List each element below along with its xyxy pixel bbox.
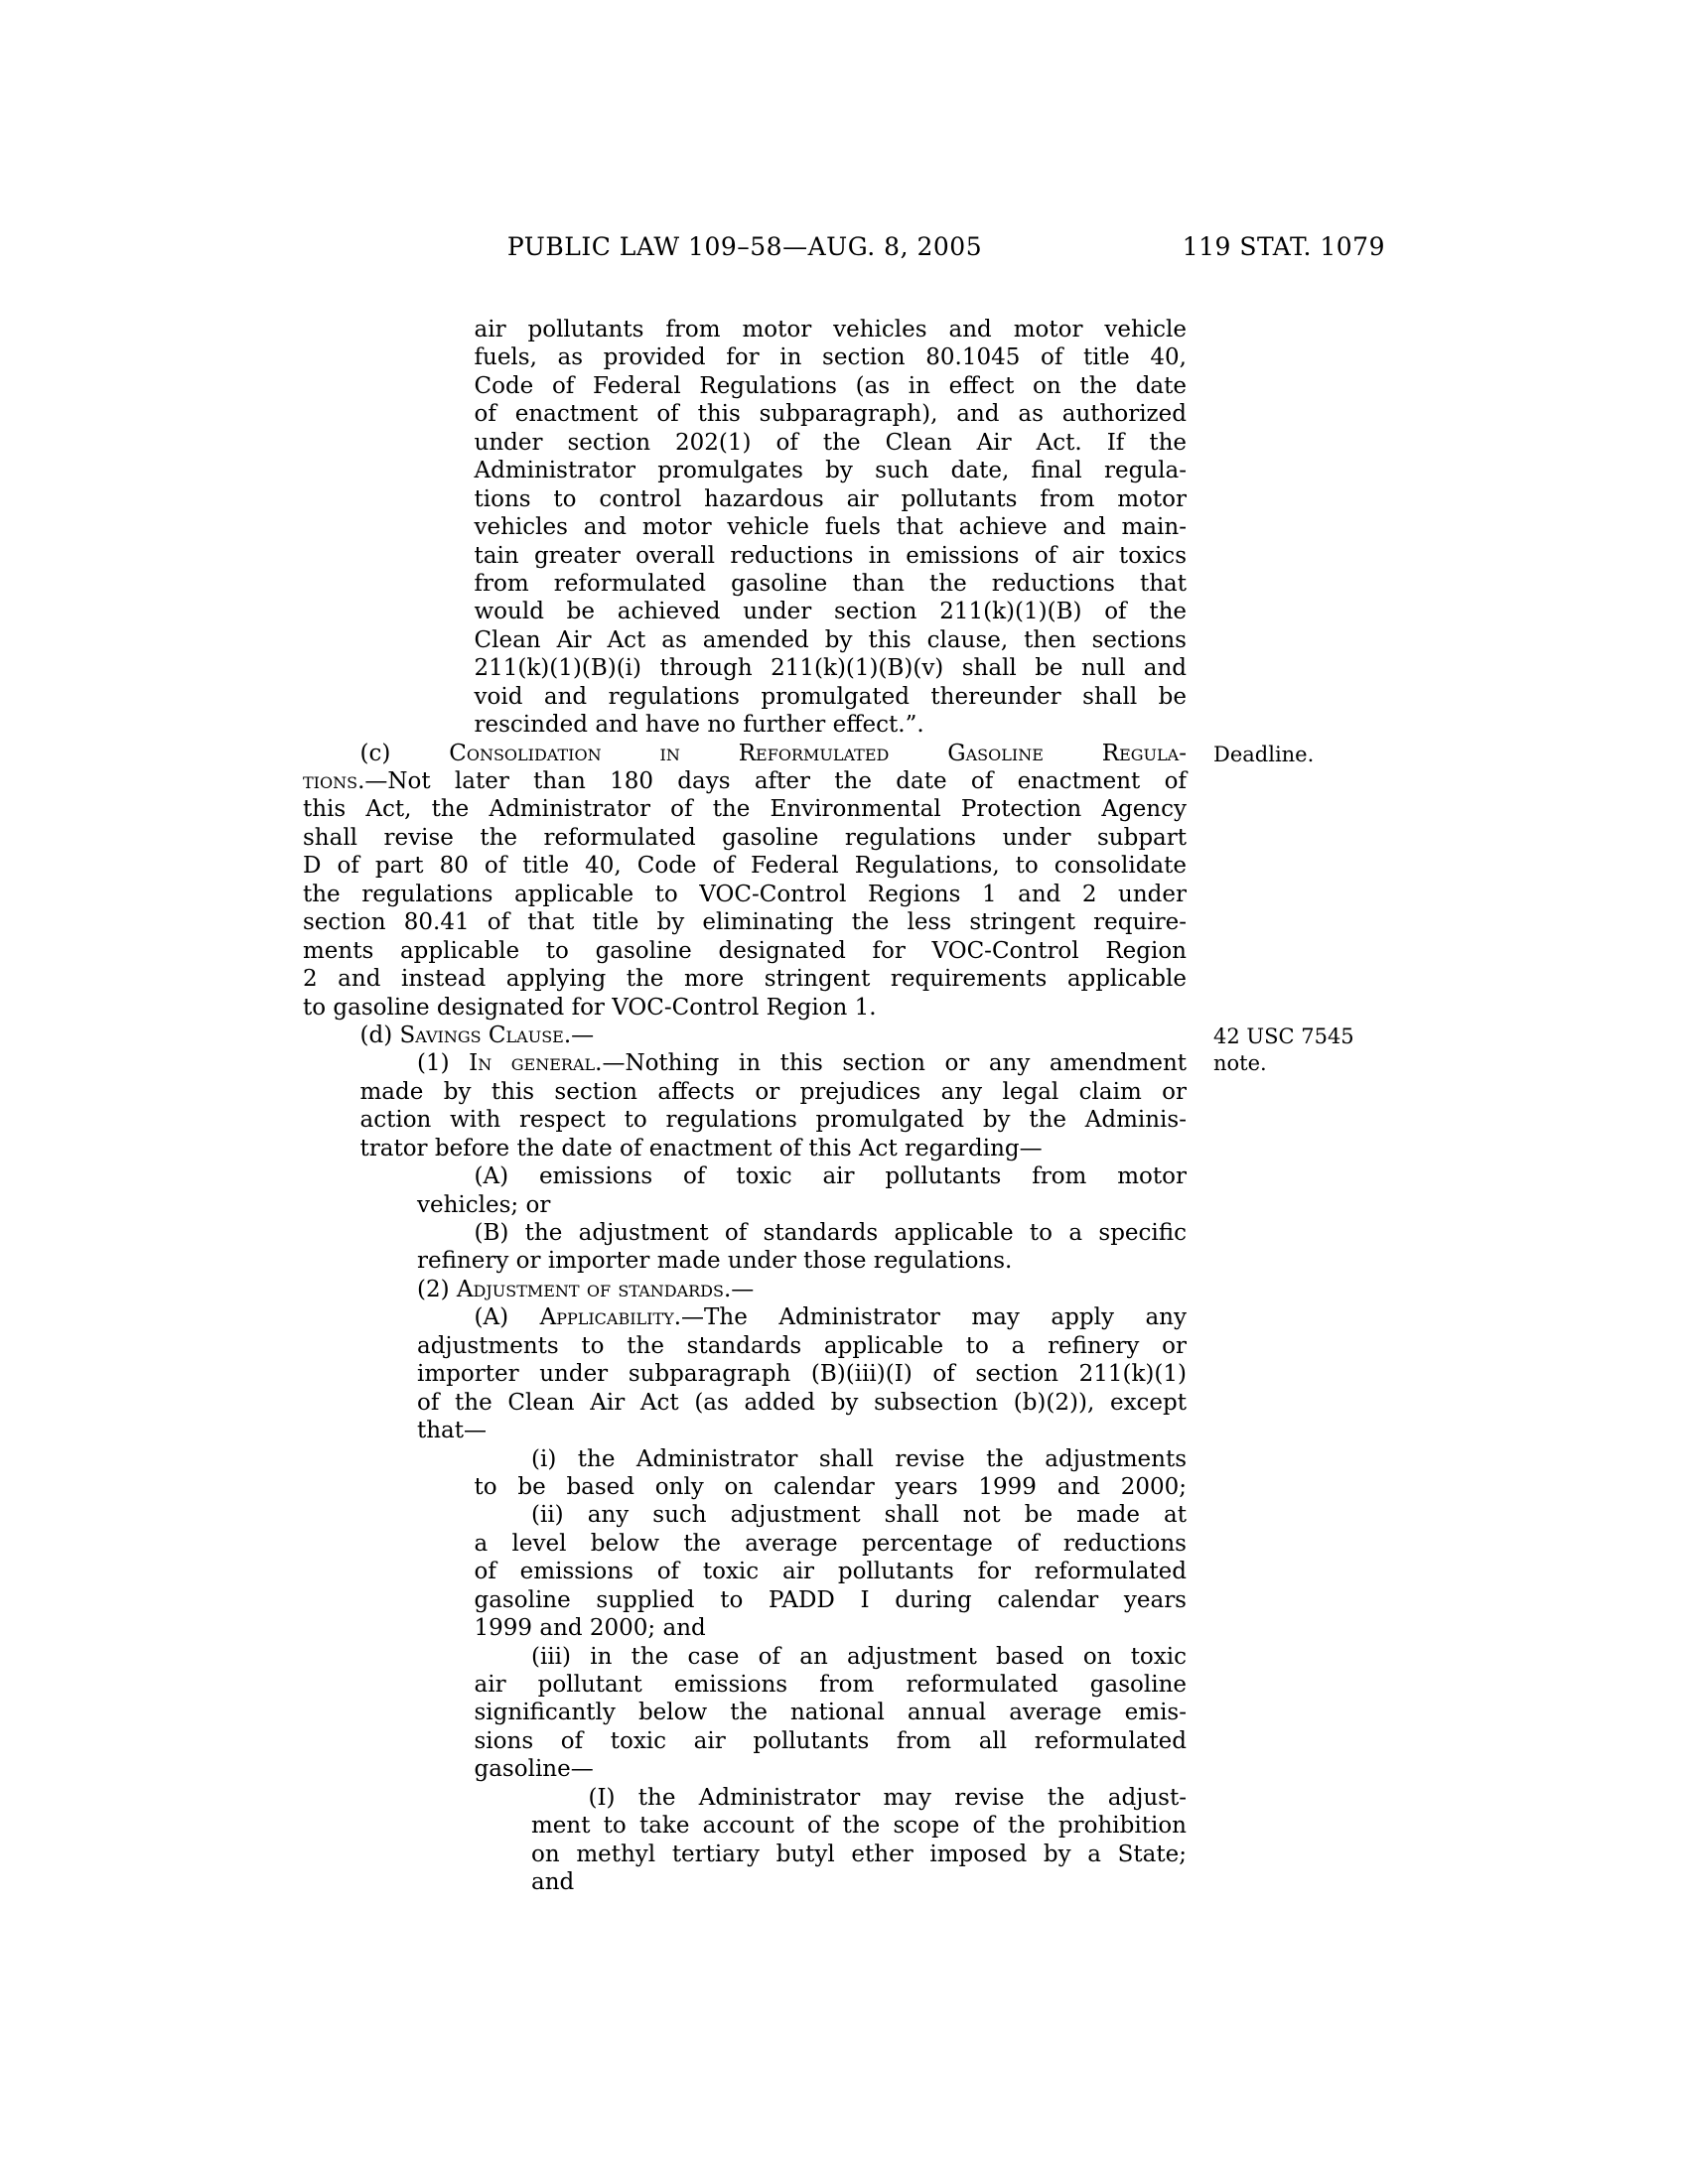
body-text: (i) the Administrator shall revise the adjustments <box>531 1445 1187 1472</box>
text-line <box>303 1332 1187 1360</box>
text-line <box>303 1191 1187 1219</box>
text-line <box>303 372 1187 400</box>
body-text: (A) emissions of toxic air pollutants from motor <box>474 1163 1187 1190</box>
text-line <box>303 1078 1187 1106</box>
body-text: section 80.41 of that title by eliminating the less stringent require- <box>303 909 1187 936</box>
body-text: of emissions of toxic air pollutants for reformulated <box>474 1559 1187 1585</box>
small-caps-text: Savings Clause. <box>399 1022 572 1048</box>
body-text: of the Clean Air Act (as added by subsection (b)(2)), except <box>417 1389 1187 1416</box>
body-text: and <box>531 1869 575 1896</box>
text-line <box>303 1389 1187 1417</box>
text-line <box>303 767 1187 795</box>
text-line <box>303 852 1187 880</box>
body-text: importer under subparagraph (B)(iii)(I) of section 211(k)(1) <box>417 1361 1187 1388</box>
body-text: Administrator promulgates by such date, final regula- <box>474 458 1187 484</box>
text-line <box>303 1276 1187 1303</box>
body-text: of enactment of this subparagraph), and as authorized <box>474 401 1187 428</box>
text-line <box>303 994 1187 1022</box>
small-caps-text: Applicability. <box>539 1304 682 1331</box>
text-line <box>303 457 1187 484</box>
text-line <box>303 908 1187 936</box>
body-text: to gasoline designated for VOC-Control Region 1. <box>303 994 877 1021</box>
text-line <box>303 1360 1187 1388</box>
small-caps-text: Consolidation in Reformulated Gasoline Regula- <box>449 740 1187 766</box>
body-text: (iii) in the case of an adjustment based on toxic <box>531 1643 1187 1670</box>
text-line <box>303 316 1187 343</box>
body-text: that— <box>417 1418 488 1444</box>
text-line <box>303 1445 1187 1473</box>
text-line <box>303 1219 1187 1247</box>
text-line <box>303 570 1187 598</box>
text-line <box>303 1303 1187 1331</box>
text-line <box>303 343 1187 371</box>
body-text: Code of Federal Regulations (as in effect on the date <box>474 372 1187 399</box>
text-line <box>303 400 1187 428</box>
text-line <box>303 1755 1187 1783</box>
body-text: (I) the Administrator may revise the adjust- <box>588 1784 1187 1811</box>
text-line <box>303 824 1187 852</box>
body-text: a level below the average percentage of reductions <box>474 1530 1187 1557</box>
text-line <box>303 1106 1187 1134</box>
body-text: ments applicable to gasoline designated for VOC-Control Region <box>303 937 1187 964</box>
body-text: vehicles; or <box>417 1191 551 1218</box>
text-line <box>303 740 1187 767</box>
text-line <box>303 1558 1187 1585</box>
margin-note: 42 USC 7545 note. <box>1213 1024 1354 1076</box>
body-text: this Act, the Administrator of the Environmental Protection Agency <box>303 796 1187 823</box>
text-line <box>303 881 1187 908</box>
body-text: —Not later than 180 days after the date of enactment of <box>364 768 1187 794</box>
body-column <box>303 316 1187 1897</box>
text-line <box>303 1501 1187 1529</box>
text-line <box>303 1614 1187 1642</box>
body-text: 1999 and 2000; and <box>474 1615 706 1642</box>
text-line <box>303 1784 1187 1812</box>
body-text: gasoline supplied to PADD I during calendar years <box>474 1586 1187 1613</box>
text-line <box>303 711 1187 739</box>
running-head-law-number: PUBLIC LAW 109–58—AUG. 8, 2005 <box>506 232 983 261</box>
text-line <box>303 1530 1187 1558</box>
body-text: —The Administrator may apply any <box>681 1304 1187 1331</box>
body-text: fuels, as provided for in section 80.1045 of title 40, <box>474 344 1187 371</box>
body-text: Clean Air Act as amended by this clause, then sections <box>474 626 1187 653</box>
body-text: (B) the adjustment of standards applicable to a specific <box>474 1220 1187 1246</box>
text-line <box>303 513 1187 541</box>
body-text: under section 202(1) of the Clean Air Act. If the <box>474 429 1187 456</box>
body-text: — <box>571 1022 595 1048</box>
body-text: gasoline— <box>474 1756 594 1783</box>
text-line <box>303 1049 1187 1077</box>
text-line <box>303 1699 1187 1726</box>
text-line <box>303 1868 1187 1896</box>
body-text: ment to take account of the scope of the prohibition <box>531 1813 1187 1840</box>
text-line <box>303 683 1187 711</box>
body-text: tain greater overall reductions in emissions of air toxics <box>474 542 1187 569</box>
text-line <box>303 1841 1187 1868</box>
small-caps-text: tions. <box>303 768 365 794</box>
body-text: air pollutant emissions from reformulated gasoline <box>474 1672 1187 1698</box>
body-text: significantly below the national annual average emis- <box>474 1700 1187 1726</box>
body-text: refinery or importer made under those regulations. <box>417 1248 1013 1275</box>
text-line <box>303 1727 1187 1755</box>
text-line <box>303 654 1187 682</box>
body-text: shall revise the reformulated gasoline regulations under subpart <box>303 824 1187 851</box>
small-caps-text: Adjustment of standards. <box>456 1276 732 1302</box>
text-line <box>303 1671 1187 1699</box>
text-line <box>303 1643 1187 1671</box>
running-head-stat-page-number: 119 STAT. 1079 <box>1182 232 1385 261</box>
text-line <box>303 626 1187 654</box>
body-text: (d) <box>359 1022 400 1048</box>
body-text: — <box>731 1276 755 1302</box>
text-line <box>303 1473 1187 1501</box>
body-text: (A) <box>474 1304 540 1331</box>
body-text: (2) <box>417 1276 457 1302</box>
margin-note: Deadline. <box>1213 742 1315 766</box>
body-text: the regulations applicable to VOC-Control Regions 1 and 2 under <box>303 881 1187 907</box>
text-line <box>303 1586 1187 1614</box>
body-text: (ii) any such adjustment shall not be made at <box>531 1502 1187 1529</box>
text-line <box>303 1812 1187 1840</box>
body-text: tions to control hazardous air pollutants from motor <box>474 485 1187 512</box>
body-text: void and regulations promulgated thereunder shall be <box>474 683 1187 710</box>
body-text: sions of toxic air pollutants from all reformulated <box>474 1727 1187 1754</box>
body-text: from reformulated gasoline than the reductions that <box>474 570 1187 597</box>
body-text: vehicles and motor vehicle fuels that achieve and main- <box>474 514 1187 541</box>
body-text: to be based only on calendar years 1999 and 2000; <box>474 1473 1187 1500</box>
body-text: made by this section affects or prejudices any legal claim or <box>359 1078 1187 1105</box>
body-text: (1) <box>417 1050 470 1077</box>
body-text: —Nothing in this section or any amendment <box>602 1050 1188 1077</box>
small-caps-text: In general. <box>469 1050 603 1077</box>
text-line <box>303 1417 1187 1444</box>
body-text: trator before the date of enactment of this Act regarding— <box>359 1135 1043 1161</box>
body-text: 211(k)(1)(B)(i) through 211(k)(1)(B)(v) shall be null and <box>474 655 1187 682</box>
text-line <box>303 485 1187 513</box>
text-line <box>303 1135 1187 1162</box>
text-line <box>303 1247 1187 1275</box>
text-line <box>303 965 1187 993</box>
body-text: D of part 80 of title 40, Code of Federal Regulations, to consolidate <box>303 853 1187 880</box>
text-line <box>303 542 1187 570</box>
body-text: rescinded and have no further effect.”. <box>474 712 924 739</box>
text-line <box>303 937 1187 965</box>
body-text: adjustments to the standards applicable to a refinery or <box>417 1332 1187 1359</box>
body-text: action with respect to regulations promulgated by the Adminis- <box>359 1107 1187 1134</box>
body-text: 2 and instead applying the more stringent requirements applicable <box>303 966 1187 993</box>
text-line <box>303 1162 1187 1190</box>
text-line <box>303 429 1187 457</box>
text-line <box>303 1022 1187 1049</box>
text-line <box>303 598 1187 625</box>
body-text: on methyl tertiary butyl ether imposed by a State; <box>531 1841 1187 1867</box>
body-text: (c) <box>359 740 450 766</box>
body-text: air pollutants from motor vehicles and motor vehicle <box>474 317 1187 342</box>
text-line <box>303 795 1187 823</box>
body-text: would be achieved under section 211(k)(1)(B) of the <box>474 599 1187 625</box>
